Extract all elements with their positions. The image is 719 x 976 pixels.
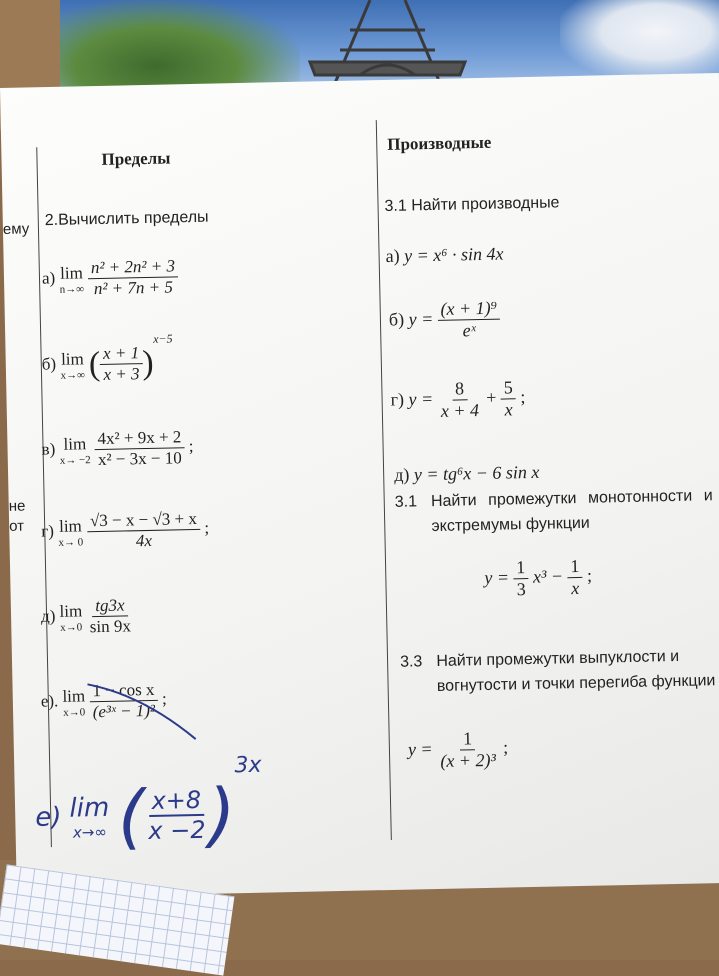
convexity-function: y = $\frac{1}{\text{(x + 2)³}}$ ; bbox=[407, 728, 509, 771]
cross-out-stroke bbox=[82, 674, 203, 746]
left-margin-line bbox=[36, 147, 52, 847]
margin-word: от bbox=[9, 517, 25, 535]
derivative-b: б) y = $\frac{\text{(x + 1)⁹}}{\text{eˣ}}$ bbox=[389, 298, 501, 343]
task-3-1-b: 3.1 Найти промежутки монотонности и экстремумы функции bbox=[394, 487, 713, 536]
limit-b: б) lim x→∞ ( $\frac{x + 1}{x + 3}$ )$^{x-5}$ bbox=[41, 331, 173, 384]
cloud bbox=[560, 0, 719, 80]
derivative-g: г) y = $\frac{8}{x + 4}$ + $\frac{5}{x}$ ; bbox=[390, 377, 526, 421]
monotonicity-function: y = $\frac{1}{3}$ x³ − $\frac{1}{x}$ ; bbox=[484, 555, 593, 600]
limit-d: д) lim x→0 $\frac{tg3x}{\sin 9x}$ bbox=[40, 595, 132, 637]
left-column-title: Пределы bbox=[101, 148, 171, 169]
handwritten-limit: е) lim x→∞ ( $\frac{x+8}{x -2}$ )$^{3x}$ bbox=[34, 752, 262, 858]
right-column-title: Производные bbox=[387, 132, 492, 154]
margin-word: ему bbox=[2, 220, 30, 238]
derivative-d: д) y = tg⁶x − 6 sin x bbox=[393, 461, 540, 485]
limit-g: г) lim x→ 0 $\frac{√3 - x - √3 + x}{4x}$ ; bbox=[41, 508, 210, 551]
limit-v: в) lim x→ −2 $\frac{\text{4x² + 9x + 2}}{\text{x² − 3x − 10}}$ ; bbox=[41, 427, 194, 470]
limit-a: а) lim n→∞ $\frac{\text{n² + 2n² + 3}}{\text{n² + 7n + 5}}$ bbox=[42, 256, 179, 300]
task-3-3: 3.3 Найти промежутки выпуклости и вогнутости и точки перегиба функции bbox=[399, 647, 716, 695]
task-3-1-heading: 3.1 Найти производные bbox=[384, 194, 560, 215]
derivative-a: а) y = x⁶ · sin 4x bbox=[385, 243, 504, 266]
worksheet bbox=[0, 73, 719, 898]
task-2-heading: 2.Вычислить пределы bbox=[44, 208, 209, 230]
margin-word: не bbox=[8, 497, 26, 515]
column-divider bbox=[376, 120, 392, 840]
limit-e-crossed: е). lim x→0 $\frac{\text{1 − cos x}}{\text{(e³ˣ − 1)²}}$ ; bbox=[40, 679, 167, 722]
